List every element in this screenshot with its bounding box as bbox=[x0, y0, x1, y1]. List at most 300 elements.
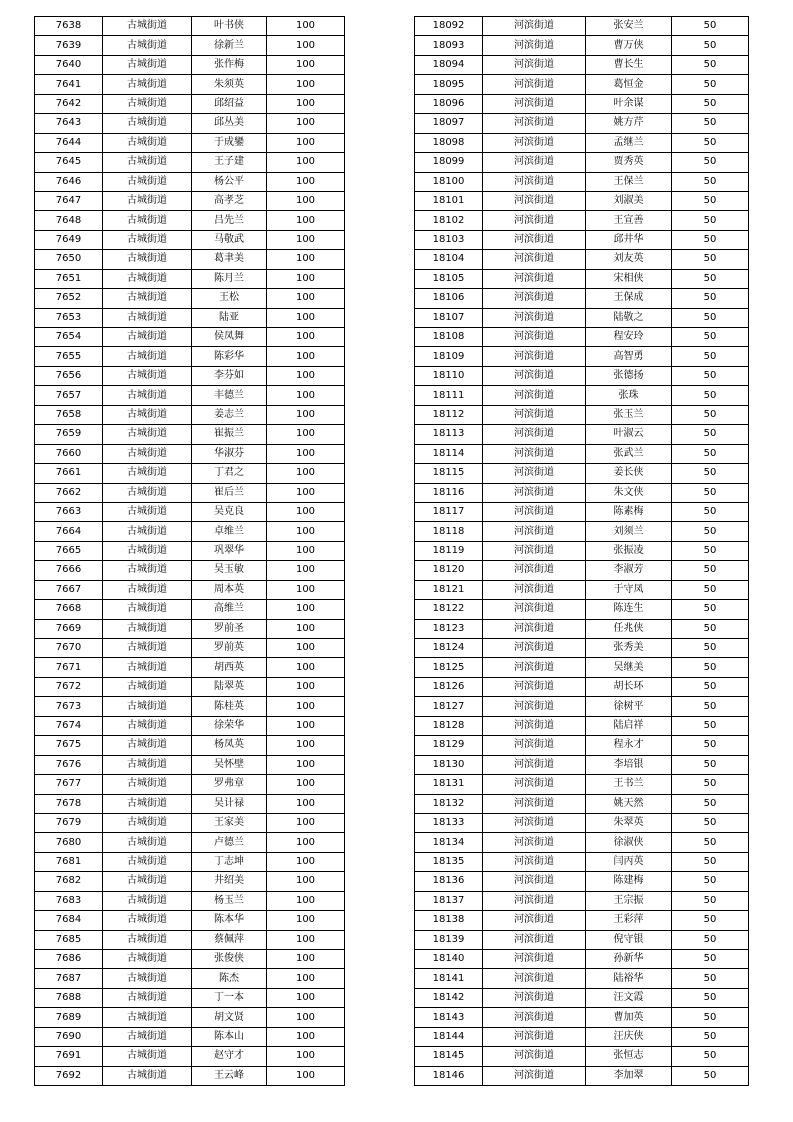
name-cell: 陆裕华 bbox=[586, 969, 672, 988]
amount-cell: 50 bbox=[672, 347, 749, 366]
district-cell: 河滨街道 bbox=[483, 619, 586, 638]
name-cell: 丁一本 bbox=[192, 988, 267, 1007]
name-cell: 宋相侠 bbox=[586, 269, 672, 288]
table-row bbox=[415, 366, 749, 385]
table-row bbox=[415, 55, 749, 74]
amount-cell: 50 bbox=[672, 405, 749, 424]
district-cell: 古城街道 bbox=[103, 988, 192, 1007]
row-number-cell: 18113 bbox=[415, 425, 483, 444]
amount-cell: 50 bbox=[672, 502, 749, 521]
name-cell: 陈桂英 bbox=[192, 697, 267, 716]
row-number-cell: 18134 bbox=[415, 833, 483, 852]
row-number-cell: 7678 bbox=[35, 794, 103, 813]
district-cell: 河滨街道 bbox=[483, 600, 586, 619]
table-row bbox=[415, 580, 749, 599]
name-cell: 张珠 bbox=[586, 386, 672, 405]
district-cell: 河滨街道 bbox=[483, 541, 586, 560]
amount-cell: 100 bbox=[267, 308, 345, 327]
row-number-cell: 18115 bbox=[415, 464, 483, 483]
table-row bbox=[415, 600, 749, 619]
row-number-cell: 18139 bbox=[415, 930, 483, 949]
name-cell: 朱须英 bbox=[192, 75, 267, 94]
table-row bbox=[35, 813, 345, 832]
district-cell: 古城街道 bbox=[103, 269, 192, 288]
district-cell: 河滨街道 bbox=[483, 211, 586, 230]
row-number-cell: 7640 bbox=[35, 55, 103, 74]
table-row bbox=[415, 755, 749, 774]
amount-cell: 50 bbox=[672, 1066, 749, 1085]
district-cell: 古城街道 bbox=[103, 677, 192, 696]
amount-cell: 100 bbox=[267, 852, 345, 871]
table-row bbox=[415, 911, 749, 930]
row-number-cell: 18142 bbox=[415, 988, 483, 1007]
table-row bbox=[35, 541, 345, 560]
row-number-cell: 7674 bbox=[35, 716, 103, 735]
row-number-cell: 18140 bbox=[415, 950, 483, 969]
name-cell: 邱丛美 bbox=[192, 114, 267, 133]
name-cell: 倪守银 bbox=[586, 930, 672, 949]
row-number-cell: 7680 bbox=[35, 833, 103, 852]
district-cell: 古城街道 bbox=[103, 580, 192, 599]
name-cell: 王松 bbox=[192, 289, 267, 308]
table-row bbox=[35, 891, 345, 910]
district-cell: 河滨街道 bbox=[483, 1008, 586, 1027]
table-row bbox=[35, 502, 345, 521]
district-cell: 古城街道 bbox=[103, 308, 192, 327]
name-cell: 马敬武 bbox=[192, 230, 267, 249]
row-number-cell: 7689 bbox=[35, 1008, 103, 1027]
district-cell: 古城街道 bbox=[103, 55, 192, 74]
amount-cell: 100 bbox=[267, 988, 345, 1007]
row-number-cell: 7675 bbox=[35, 736, 103, 755]
row-number-cell: 7687 bbox=[35, 969, 103, 988]
district-cell: 河滨街道 bbox=[483, 969, 586, 988]
name-cell: 吴玉敏 bbox=[192, 561, 267, 580]
table-row bbox=[415, 464, 749, 483]
row-number-cell: 18114 bbox=[415, 444, 483, 463]
name-cell: 王书兰 bbox=[586, 775, 672, 794]
amount-cell: 100 bbox=[267, 677, 345, 696]
amount-cell: 100 bbox=[267, 1008, 345, 1027]
name-cell: 陆启祥 bbox=[586, 716, 672, 735]
amount-cell: 100 bbox=[267, 580, 345, 599]
amount-cell: 100 bbox=[267, 230, 345, 249]
row-number-cell: 18125 bbox=[415, 658, 483, 677]
district-cell: 古城街道 bbox=[103, 328, 192, 347]
table-row bbox=[415, 191, 749, 210]
table-row bbox=[35, 366, 345, 385]
table-row bbox=[35, 230, 345, 249]
row-number-cell: 7679 bbox=[35, 813, 103, 832]
table-row bbox=[415, 36, 749, 55]
district-cell: 河滨街道 bbox=[483, 366, 586, 385]
row-number-cell: 18099 bbox=[415, 153, 483, 172]
name-cell: 张德扬 bbox=[586, 366, 672, 385]
name-cell: 张恒志 bbox=[586, 1047, 672, 1066]
name-cell: 胡文贤 bbox=[192, 1008, 267, 1027]
district-cell: 古城街道 bbox=[103, 405, 192, 424]
amount-cell: 100 bbox=[267, 114, 345, 133]
row-number-cell: 18123 bbox=[415, 619, 483, 638]
table-row bbox=[415, 94, 749, 113]
amount-cell: 50 bbox=[672, 736, 749, 755]
district-cell: 古城街道 bbox=[103, 736, 192, 755]
row-number-cell: 7645 bbox=[35, 153, 103, 172]
district-cell: 古城街道 bbox=[103, 541, 192, 560]
row-number-cell: 7649 bbox=[35, 230, 103, 249]
table-row bbox=[35, 75, 345, 94]
row-number-cell: 18117 bbox=[415, 502, 483, 521]
amount-cell: 50 bbox=[672, 153, 749, 172]
table-row bbox=[35, 55, 345, 74]
district-cell: 古城街道 bbox=[103, 755, 192, 774]
amount-cell: 50 bbox=[672, 677, 749, 696]
row-number-cell: 7685 bbox=[35, 930, 103, 949]
row-number-cell: 7673 bbox=[35, 697, 103, 716]
name-cell: 姜志兰 bbox=[192, 405, 267, 424]
table-row bbox=[35, 911, 345, 930]
district-cell: 古城街道 bbox=[103, 561, 192, 580]
name-cell: 徐新兰 bbox=[192, 36, 267, 55]
row-number-cell: 18092 bbox=[415, 17, 483, 36]
amount-cell: 100 bbox=[267, 930, 345, 949]
row-number-cell: 7686 bbox=[35, 950, 103, 969]
name-cell: 罗弗章 bbox=[192, 775, 267, 794]
name-cell: 徐荣华 bbox=[192, 716, 267, 735]
table-row bbox=[35, 600, 345, 619]
district-cell: 河滨街道 bbox=[483, 561, 586, 580]
left-table-body bbox=[35, 17, 345, 1086]
district-cell: 古城街道 bbox=[103, 969, 192, 988]
table-row bbox=[415, 794, 749, 813]
amount-cell: 100 bbox=[267, 405, 345, 424]
row-number-cell: 7690 bbox=[35, 1027, 103, 1046]
name-cell: 刘须兰 bbox=[586, 522, 672, 541]
name-cell: 张振凌 bbox=[586, 541, 672, 560]
name-cell: 王子建 bbox=[192, 153, 267, 172]
table-row bbox=[35, 969, 345, 988]
table-row bbox=[35, 250, 345, 269]
district-cell: 河滨街道 bbox=[483, 347, 586, 366]
district-cell: 古城街道 bbox=[103, 639, 192, 658]
name-cell: 吴怀壁 bbox=[192, 755, 267, 774]
amount-cell: 50 bbox=[672, 988, 749, 1007]
district-cell: 河滨街道 bbox=[483, 502, 586, 521]
name-cell: 崔后兰 bbox=[192, 483, 267, 502]
name-cell: 孙新华 bbox=[586, 950, 672, 969]
district-cell: 古城街道 bbox=[103, 1066, 192, 1085]
row-number-cell: 18106 bbox=[415, 289, 483, 308]
district-cell: 古城街道 bbox=[103, 872, 192, 891]
table-row bbox=[415, 328, 749, 347]
amount-cell: 100 bbox=[267, 561, 345, 580]
table-row bbox=[35, 522, 345, 541]
row-number-cell: 18124 bbox=[415, 639, 483, 658]
table-row bbox=[415, 872, 749, 891]
name-cell: 胡长环 bbox=[586, 677, 672, 696]
district-cell: 河滨街道 bbox=[483, 464, 586, 483]
district-cell: 河滨街道 bbox=[483, 114, 586, 133]
name-cell: 张作梅 bbox=[192, 55, 267, 74]
name-cell: 王保兰 bbox=[586, 172, 672, 191]
amount-cell: 50 bbox=[672, 17, 749, 36]
name-cell: 邱井华 bbox=[586, 230, 672, 249]
table-row bbox=[415, 813, 749, 832]
row-number-cell: 7641 bbox=[35, 75, 103, 94]
district-cell: 河滨街道 bbox=[483, 386, 586, 405]
amount-cell: 100 bbox=[267, 541, 345, 560]
table-row bbox=[415, 172, 749, 191]
table-row bbox=[415, 425, 749, 444]
table-row bbox=[415, 1066, 749, 1085]
table-row bbox=[415, 153, 749, 172]
district-cell: 河滨街道 bbox=[483, 172, 586, 191]
name-cell: 叶余谋 bbox=[586, 94, 672, 113]
amount-cell: 100 bbox=[267, 425, 345, 444]
district-cell: 河滨街道 bbox=[483, 580, 586, 599]
name-cell: 吴克良 bbox=[192, 502, 267, 521]
name-cell: 高维兰 bbox=[192, 600, 267, 619]
district-cell: 古城街道 bbox=[103, 891, 192, 910]
district-cell: 古城街道 bbox=[103, 483, 192, 502]
amount-cell: 100 bbox=[267, 697, 345, 716]
table-row bbox=[415, 133, 749, 152]
row-number-cell: 7655 bbox=[35, 347, 103, 366]
name-cell: 丁君之 bbox=[192, 464, 267, 483]
district-cell: 河滨街道 bbox=[483, 658, 586, 677]
right-table-body bbox=[415, 17, 749, 1086]
name-cell: 蔡佩萍 bbox=[192, 930, 267, 949]
name-cell: 徐淑侠 bbox=[586, 833, 672, 852]
district-cell: 古城街道 bbox=[103, 950, 192, 969]
district-cell: 河滨街道 bbox=[483, 677, 586, 696]
row-number-cell: 7664 bbox=[35, 522, 103, 541]
amount-cell: 50 bbox=[672, 852, 749, 871]
row-number-cell: 7666 bbox=[35, 561, 103, 580]
amount-cell: 50 bbox=[672, 619, 749, 638]
row-number-cell: 7684 bbox=[35, 911, 103, 930]
table-row bbox=[415, 736, 749, 755]
row-number-cell: 7639 bbox=[35, 36, 103, 55]
district-cell: 河滨街道 bbox=[483, 813, 586, 832]
district-cell: 古城街道 bbox=[103, 658, 192, 677]
row-number-cell: 7692 bbox=[35, 1066, 103, 1085]
district-cell: 古城街道 bbox=[103, 1047, 192, 1066]
row-number-cell: 18133 bbox=[415, 813, 483, 832]
name-cell: 叶书侠 bbox=[192, 17, 267, 36]
name-cell: 陆翠英 bbox=[192, 677, 267, 696]
district-cell: 河滨街道 bbox=[483, 55, 586, 74]
table-row bbox=[415, 852, 749, 871]
table-row bbox=[35, 211, 345, 230]
district-cell: 河滨街道 bbox=[483, 1066, 586, 1085]
row-number-cell: 7660 bbox=[35, 444, 103, 463]
district-cell: 河滨街道 bbox=[483, 289, 586, 308]
amount-cell: 50 bbox=[672, 969, 749, 988]
table-row bbox=[35, 328, 345, 347]
row-number-cell: 18126 bbox=[415, 677, 483, 696]
amount-cell: 50 bbox=[672, 172, 749, 191]
row-number-cell: 18136 bbox=[415, 872, 483, 891]
table-row bbox=[35, 347, 345, 366]
district-cell: 古城街道 bbox=[103, 522, 192, 541]
table-row bbox=[35, 755, 345, 774]
amount-cell: 100 bbox=[267, 911, 345, 930]
name-cell: 杨凤英 bbox=[192, 736, 267, 755]
table-row bbox=[415, 891, 749, 910]
name-cell: 陈月兰 bbox=[192, 269, 267, 288]
table-row bbox=[415, 347, 749, 366]
amount-cell: 100 bbox=[267, 619, 345, 638]
amount-cell: 100 bbox=[267, 211, 345, 230]
district-cell: 河滨街道 bbox=[483, 930, 586, 949]
name-cell: 陈建梅 bbox=[586, 872, 672, 891]
table-row bbox=[415, 775, 749, 794]
table-row bbox=[415, 833, 749, 852]
row-number-cell: 18130 bbox=[415, 755, 483, 774]
name-cell: 李芬如 bbox=[192, 366, 267, 385]
amount-cell: 100 bbox=[267, 153, 345, 172]
name-cell: 李加翠 bbox=[586, 1066, 672, 1085]
table-row bbox=[415, 1047, 749, 1066]
amount-cell: 100 bbox=[267, 716, 345, 735]
amount-cell: 50 bbox=[672, 328, 749, 347]
amount-cell: 50 bbox=[672, 1047, 749, 1066]
district-cell: 河滨街道 bbox=[483, 405, 586, 424]
table-row bbox=[35, 639, 345, 658]
amount-cell: 100 bbox=[267, 775, 345, 794]
name-cell: 曹加英 bbox=[586, 1008, 672, 1027]
district-cell: 古城街道 bbox=[103, 619, 192, 638]
amount-cell: 100 bbox=[267, 75, 345, 94]
table-row bbox=[415, 639, 749, 658]
table-row bbox=[35, 269, 345, 288]
row-number-cell: 18102 bbox=[415, 211, 483, 230]
row-number-cell: 18098 bbox=[415, 133, 483, 152]
table-row bbox=[35, 950, 345, 969]
name-cell: 孟继兰 bbox=[586, 133, 672, 152]
row-number-cell: 18119 bbox=[415, 541, 483, 560]
amount-cell: 50 bbox=[672, 36, 749, 55]
row-number-cell: 7646 bbox=[35, 172, 103, 191]
row-number-cell: 18097 bbox=[415, 114, 483, 133]
table-row bbox=[415, 541, 749, 560]
amount-cell: 50 bbox=[672, 191, 749, 210]
name-cell: 陈连生 bbox=[586, 600, 672, 619]
row-number-cell: 18120 bbox=[415, 561, 483, 580]
name-cell: 王彩萍 bbox=[586, 911, 672, 930]
table-row bbox=[35, 386, 345, 405]
district-cell: 古城街道 bbox=[103, 347, 192, 366]
amount-cell: 50 bbox=[672, 950, 749, 969]
name-cell: 葛聿美 bbox=[192, 250, 267, 269]
amount-cell: 100 bbox=[267, 191, 345, 210]
table-row bbox=[415, 677, 749, 696]
row-number-cell: 7647 bbox=[35, 191, 103, 210]
district-cell: 河滨街道 bbox=[483, 36, 586, 55]
table-row bbox=[35, 191, 345, 210]
district-cell: 河滨街道 bbox=[483, 230, 586, 249]
amount-cell: 100 bbox=[267, 1027, 345, 1046]
row-number-cell: 18132 bbox=[415, 794, 483, 813]
district-cell: 河滨街道 bbox=[483, 483, 586, 502]
district-cell: 河滨街道 bbox=[483, 794, 586, 813]
table-row bbox=[35, 658, 345, 677]
name-cell: 王保成 bbox=[586, 289, 672, 308]
table-row bbox=[415, 988, 749, 1007]
amount-cell: 100 bbox=[267, 347, 345, 366]
amount-cell: 100 bbox=[267, 969, 345, 988]
name-cell: 周本英 bbox=[192, 580, 267, 599]
table-row bbox=[35, 405, 345, 424]
amount-cell: 100 bbox=[267, 891, 345, 910]
district-cell: 河滨街道 bbox=[483, 153, 586, 172]
table-row bbox=[35, 1066, 345, 1085]
name-cell: 陆敬之 bbox=[586, 308, 672, 327]
amount-cell: 50 bbox=[672, 639, 749, 658]
row-number-cell: 7672 bbox=[35, 677, 103, 696]
table-row bbox=[415, 930, 749, 949]
table-row bbox=[415, 17, 749, 36]
name-cell: 朱翠英 bbox=[586, 813, 672, 832]
district-cell: 古城街道 bbox=[103, 502, 192, 521]
amount-cell: 50 bbox=[672, 930, 749, 949]
row-number-cell: 18118 bbox=[415, 522, 483, 541]
district-cell: 河滨街道 bbox=[483, 75, 586, 94]
row-number-cell: 18116 bbox=[415, 483, 483, 502]
district-cell: 古城街道 bbox=[103, 153, 192, 172]
amount-cell: 50 bbox=[672, 833, 749, 852]
name-cell: 丁志坤 bbox=[192, 852, 267, 871]
amount-cell: 100 bbox=[267, 483, 345, 502]
table-row bbox=[415, 386, 749, 405]
amount-cell: 100 bbox=[267, 269, 345, 288]
district-cell: 河滨街道 bbox=[483, 522, 586, 541]
row-number-cell: 7659 bbox=[35, 425, 103, 444]
district-cell: 古城街道 bbox=[103, 794, 192, 813]
amount-cell: 50 bbox=[672, 230, 749, 249]
district-cell: 河滨街道 bbox=[483, 444, 586, 463]
name-cell: 吴计禄 bbox=[192, 794, 267, 813]
amount-cell: 50 bbox=[672, 269, 749, 288]
table-row bbox=[415, 211, 749, 230]
name-cell: 刘友英 bbox=[586, 250, 672, 269]
amount-cell: 50 bbox=[672, 541, 749, 560]
name-cell: 张玉兰 bbox=[586, 405, 672, 424]
amount-cell: 100 bbox=[267, 1047, 345, 1066]
row-number-cell: 7691 bbox=[35, 1047, 103, 1066]
row-number-cell: 7657 bbox=[35, 386, 103, 405]
amount-cell: 50 bbox=[672, 250, 749, 269]
table-row bbox=[415, 522, 749, 541]
table-row bbox=[35, 872, 345, 891]
name-cell: 陈彩华 bbox=[192, 347, 267, 366]
amount-cell: 50 bbox=[672, 75, 749, 94]
district-cell: 河滨街道 bbox=[483, 1027, 586, 1046]
amount-cell: 100 bbox=[267, 36, 345, 55]
table-row bbox=[415, 716, 749, 735]
amount-cell: 50 bbox=[672, 891, 749, 910]
table-row bbox=[35, 464, 345, 483]
district-cell: 河滨街道 bbox=[483, 328, 586, 347]
district-cell: 古城街道 bbox=[103, 775, 192, 794]
district-cell: 河滨街道 bbox=[483, 133, 586, 152]
row-number-cell: 7663 bbox=[35, 502, 103, 521]
row-number-cell: 7681 bbox=[35, 852, 103, 871]
district-cell: 河滨街道 bbox=[483, 950, 586, 969]
table-row bbox=[35, 677, 345, 696]
table-row bbox=[415, 697, 749, 716]
